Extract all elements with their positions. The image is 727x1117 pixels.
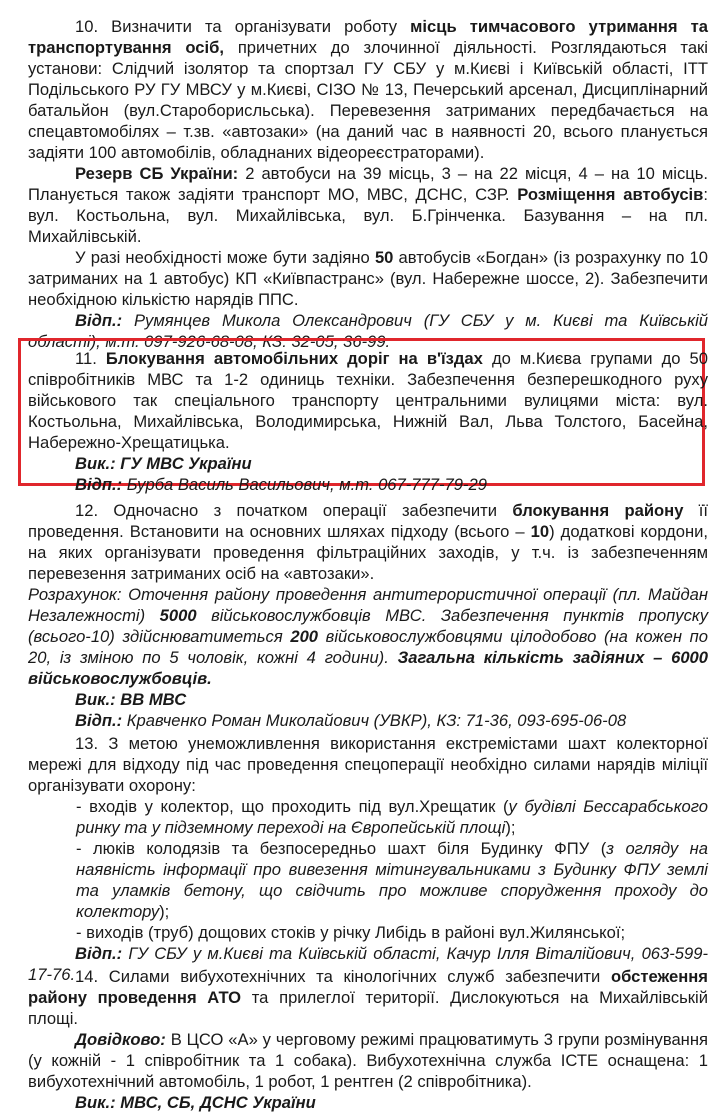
section-13 [28, 733, 708, 985]
section-number: 10. [75, 17, 99, 36]
section-10-buses: У разі необхідності може бути задіяно 50 автобусів «Богдан» (із розрахунку по 10 затриманих на 1 автобус) КП «Київпастранс» (вул. Набережне шоссе, 2). Забезпечити необхідною кількістю нарядів ППС. [28, 248, 708, 309]
section-12 [28, 500, 708, 731]
section-11-executor: Вик.: ГУ МВС України [75, 454, 252, 473]
section-10-responsible: Відп.: Румянцев Микола Олександрович (ГУ СБУ у м. Києві та Київській області), м.т. 097-926-68-08, КЗ: 32-05, 36-99. [28, 311, 708, 351]
section-12-executor: Вик.: ВВ МВС [75, 690, 187, 709]
section-14-executor: Вик.: МВС, СБ, ДСНС України [75, 1093, 316, 1112]
section-10-reserve: Резерв СБ України: 2 автобуси на 39 місць, 3 – на 22 місця, 4 – на 10 місць. Планується також задіяти транспорт МО, МВС, ДСНС, СЗР. Розміщення автобусів: вул. Костьольна, вул. Михайлівська, вул. Б.Грінченка. Базування – на пл. Михайлівській. [28, 164, 709, 246]
section-14-text: 14. Силами вибухотехнічних та кінологічних служб забезпечити обстеження району проведення АТО та прилеглої території. Дислокуються на Михайлівській площі. [28, 967, 708, 1028]
section-10 [28, 16, 708, 352]
section-number: 14. [75, 967, 99, 986]
section-11 [28, 348, 708, 495]
section-number: 11. [75, 349, 97, 368]
section-11-text: 11. Блокування автомобільних доріг на в'їздах до м.Києва групами до 50 співробітників МВС та 1-2 одиниць техніки. Забезпечення безперешкодного руху військового так спеціального транспорту центральними вулицями міста: вул. Костьольна, Михайлівська, Володимирська, Нижній Вал, Льва Толстого, Басейна, Набережно-Хрещатицька. [28, 349, 708, 452]
section-10-text: 10. Визначити та організувати роботу місць тимчасового утримання та транспортування осіб, причетних до злочинної діяльності. Розглядаються такі установи: Слідчий ізолятор та спортзал ГУ СБУ у м.Києві і Київській області, ІТТ Подільського РУ ГУ МВСУ у м.Києві, СІЗО № 13, Печерський арсенал, Дисциплінарний батальйон (вул.Староборисльська). Перевезення затриманих передбачається на спецавтомобілях – т.зв. «автозаки» (на даний час в наявності 20, всього планується задіяти 100 автомобілів, обладнаних відеореєстраторами). [28, 17, 708, 162]
section-13-text: 13. З метою унеможливлення використання екстремістами шахт колекторної мережі для відходу під час проведення спецоперації необхідно силами нарядів міліції організувати охорону: [28, 734, 708, 795]
section-13-bullet-2: - люків колодязів та безпосередньо шахт біля Будинку ФПУ (з огляду на наявність інформації про вивезення мітингувальниками з Будинку ФПУ землі та уламків бетону, що свідчить про можливе спорудження проходу до колектору); [76, 839, 709, 921]
section-12-text: 12. Одночасно з початком операції забезпечити блокування району її проведення. Встановити на основних шляхах підходу (всього – 10) додаткові кордони, на яких організувати проведення фільтраційних заходів, у т.ч. із забезпеченням перевезення затриманих осіб на «автозаки». [28, 501, 709, 583]
section-14 [28, 966, 708, 1113]
section-13-bullet-1: - входів у колектор, що проходить під вул.Хрещатик (у будівлі Бессарабського ринку та у підземному переході на Європейській площі); [76, 797, 708, 837]
section-number: 12. [75, 501, 99, 520]
section-13-bullet-3: - виходів (труб) дощових стоків у річку Либідь в районі вул.Жилянської; [76, 923, 626, 942]
section-12-responsible: Відп.: Кравченко Роман Миколайович (УВКР), КЗ: 71-36, 093-695-06-08 [75, 711, 627, 730]
section-12-calculation: Розрахунок: Оточення району проведення антитерористичної операції (пл. Майдан Незалежності) 5000 військовослужбовців МВС. Забезпечення пунктів пропуску (всього-10) здійснюватиметься 200 військовослужбовцями цілодобово (на кожен по 20, із зміною по 5 чоловік, кожні 4 години). Загальна кількість задіяних – 6000 військовослужбовців. [28, 585, 709, 688]
section-13-responsible: Відп.: ГУ СБУ у м.Києві та Київській області, Качур Ілля Віталійович, 063-599-17-76. [28, 944, 708, 984]
section-11-responsible: Відп.: Бурба Василь Васильович, м.т. 067-777-79-29 [75, 475, 487, 494]
section-number: 13. [75, 734, 99, 753]
section-14-reference: Довідково: В ЦСО «А» у черговому режимі працюватимуть 3 групи розмінування (у кожній - 1 співробітник та 1 собака). Вибухотехнічна служба ІСТЕ оснащена: 1 вибухотехнічний автомобіль, 1 робот, 1 рентген (2 співробітника). [28, 1030, 708, 1091]
